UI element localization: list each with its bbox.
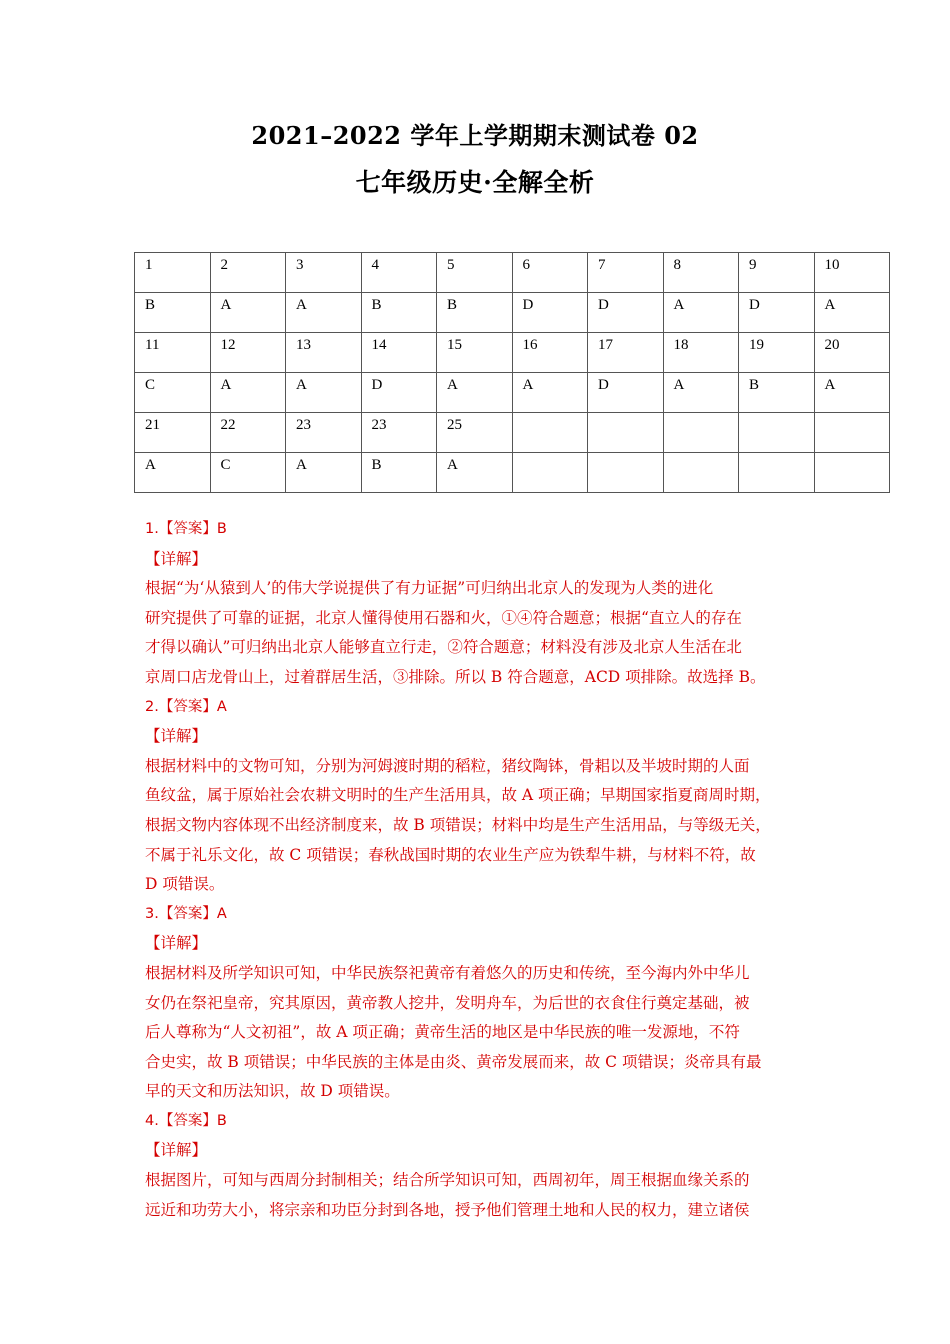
question-number-cell: 6 bbox=[512, 253, 588, 293]
explanation-line: 研究提供了可靠的证据，北京人懂得使用石器和火，①④符合题意；根据“直立人的存在 bbox=[145, 608, 742, 627]
question-number-cell: 1 bbox=[135, 253, 211, 293]
answer-table-row bbox=[135, 373, 890, 413]
answer-heading: 2.【答案】A bbox=[145, 698, 227, 715]
answer-cell bbox=[814, 453, 890, 493]
explanation-line: 才得以确认”可归纳出北京人能够直立行走，②符合题意；材料没有涉及北京人生活在北 bbox=[145, 638, 742, 657]
explanation-line: 远近和功劳大小，将宗亲和功臣分封到各地，授予他们管理土地和人民的权力，建立诸侯 bbox=[145, 1200, 750, 1219]
question-number-cell: 13 bbox=[286, 333, 362, 373]
question-number-cell: 22 bbox=[210, 413, 286, 453]
answer-table-row bbox=[135, 293, 890, 333]
answer-cell bbox=[588, 453, 664, 493]
question-number-cell: 16 bbox=[512, 333, 588, 373]
explanations bbox=[145, 515, 815, 1225]
explanation-line: D 项错误。 bbox=[145, 875, 225, 894]
answer-cell: C bbox=[135, 373, 211, 413]
answer-cell: A bbox=[210, 373, 286, 413]
explanation-line: 京周口店龙骨山上，过着群居生活，③排除。所以 B 符合题意，ACD 项排除。故选择 B。 bbox=[145, 667, 766, 686]
answer-cell: A bbox=[210, 293, 286, 333]
answer-cell: B bbox=[437, 293, 513, 333]
question-number-cell bbox=[739, 413, 815, 453]
answer-cell: D bbox=[739, 293, 815, 333]
explanation-line: 根据材料中的文物可知，分别为河姆渡时期的稻粒，猪纹陶钵，骨耜以及半坡时期的人面 bbox=[145, 756, 750, 775]
question-number-cell: 25 bbox=[437, 413, 513, 453]
question-block bbox=[145, 693, 815, 900]
question-number-cell bbox=[814, 413, 890, 453]
answer-heading: 4.【答案】B bbox=[145, 1112, 227, 1129]
answer-cell bbox=[739, 453, 815, 493]
answer-heading: 3.【答案】A bbox=[145, 905, 227, 922]
explanation-line: 早的天文和历法知识，故 D 项错误。 bbox=[145, 1082, 400, 1101]
explanation-line: 后人尊称为“人文初祖”，故 A 项正确；黄帝生活的地区是中华民族的唯一发源地，不符 bbox=[145, 1023, 740, 1042]
answer-cell: A bbox=[663, 373, 739, 413]
explanation-line: 女仍在祭祀皇帝，究其原因，黄帝教人挖井，发明舟车，为后世的衣食住行奠定基础，被 bbox=[145, 993, 750, 1012]
question-block bbox=[145, 515, 815, 693]
question-block bbox=[145, 900, 815, 1107]
answer-cell: B bbox=[739, 373, 815, 413]
answer-cell: A bbox=[135, 453, 211, 493]
question-block bbox=[145, 1107, 815, 1225]
answer-cell: A bbox=[286, 293, 362, 333]
detail-label: 【详解】 bbox=[145, 727, 208, 746]
question-number-cell: 23 bbox=[361, 413, 437, 453]
explanation-line: 合史实，故 B 项错误；中华民族的主体是由炎、黄帝发展而来，故 C 项错误；炎帝具有最 bbox=[145, 1052, 762, 1071]
question-number-cell: 18 bbox=[663, 333, 739, 373]
answer-cell: A bbox=[663, 293, 739, 333]
detail-label: 【详解】 bbox=[145, 1141, 208, 1160]
answer-cell bbox=[512, 453, 588, 493]
answer-cell: B bbox=[361, 293, 437, 333]
question-number-cell: 17 bbox=[588, 333, 664, 373]
question-number-cell: 7 bbox=[588, 253, 664, 293]
explanation-line: 根据材料及所学知识可知，中华民族祭祀黄帝有着悠久的历史和传统，至今海内外中华儿 bbox=[145, 963, 750, 982]
answer-cell: A bbox=[814, 293, 890, 333]
question-number-cell: 23 bbox=[286, 413, 362, 453]
detail-label: 【详解】 bbox=[145, 549, 208, 568]
explanation-line: 根据文物内容体现不出经济制度来，故 B 项错误；材料中均是生产生活用品，与等级无关， bbox=[145, 815, 771, 834]
explanation-line: 不属于礼乐文化，故 C 项错误；春秋战国时期的农业生产应为铁犁牛耕，与材料不符，故 bbox=[145, 845, 756, 864]
question-number-cell: 9 bbox=[739, 253, 815, 293]
answer-table-row bbox=[135, 253, 890, 293]
question-number-cell: 20 bbox=[814, 333, 890, 373]
explanation-line: 根据图片，可知与西周分封制相关；结合所学知识可知，西周初年，周王根据血缘关系的 bbox=[145, 1171, 750, 1190]
answer-cell: A bbox=[437, 373, 513, 413]
question-number-cell: 10 bbox=[814, 253, 890, 293]
answer-cell: A bbox=[437, 453, 513, 493]
answer-table bbox=[134, 252, 890, 493]
page-subtitle: 七年级历史·全解全析 bbox=[355, 168, 595, 197]
question-number-cell bbox=[512, 413, 588, 453]
question-number-cell: 12 bbox=[210, 333, 286, 373]
answer-heading: 1.【答案】B bbox=[145, 521, 227, 537]
explanation-line: 鱼纹盆，属于原始社会农耕文明时的生产生活用具，故 A 项正确；早期国家指夏商周时期， bbox=[145, 786, 771, 805]
answer-cell: C bbox=[210, 453, 286, 493]
answer-cell: D bbox=[512, 293, 588, 333]
detail-label: 【详解】 bbox=[145, 934, 208, 953]
question-number-cell bbox=[588, 413, 664, 453]
answer-table-row bbox=[135, 453, 890, 493]
answer-cell: A bbox=[286, 373, 362, 413]
answer-cell: D bbox=[588, 373, 664, 413]
question-number-cell bbox=[663, 413, 739, 453]
question-number-cell: 2 bbox=[210, 253, 286, 293]
answer-cell: A bbox=[512, 373, 588, 413]
answer-cell: B bbox=[361, 453, 437, 493]
question-number-cell: 19 bbox=[739, 333, 815, 373]
answer-table-row bbox=[135, 333, 890, 373]
question-number-cell: 11 bbox=[135, 333, 211, 373]
question-number-cell: 14 bbox=[361, 333, 437, 373]
question-number-cell: 4 bbox=[361, 253, 437, 293]
page-title: 2021–2022 学年上学期期末测试卷 02 bbox=[251, 121, 699, 150]
answer-cell: B bbox=[135, 293, 211, 333]
question-number-cell: 5 bbox=[437, 253, 513, 293]
answer-cell: A bbox=[814, 373, 890, 413]
answer-cell bbox=[663, 453, 739, 493]
question-number-cell: 21 bbox=[135, 413, 211, 453]
explanation-line: 根据“为‘从猿到人’的伟大学说提供了有力证据”可归纳出北京人的发现为人类的进化 bbox=[145, 579, 714, 598]
question-number-cell: 8 bbox=[663, 253, 739, 293]
question-number-cell: 3 bbox=[286, 253, 362, 293]
answer-cell: D bbox=[588, 293, 664, 333]
question-number-cell: 15 bbox=[437, 333, 513, 373]
answer-table-row bbox=[135, 413, 890, 453]
answer-cell: D bbox=[361, 373, 437, 413]
answer-cell: A bbox=[286, 453, 362, 493]
